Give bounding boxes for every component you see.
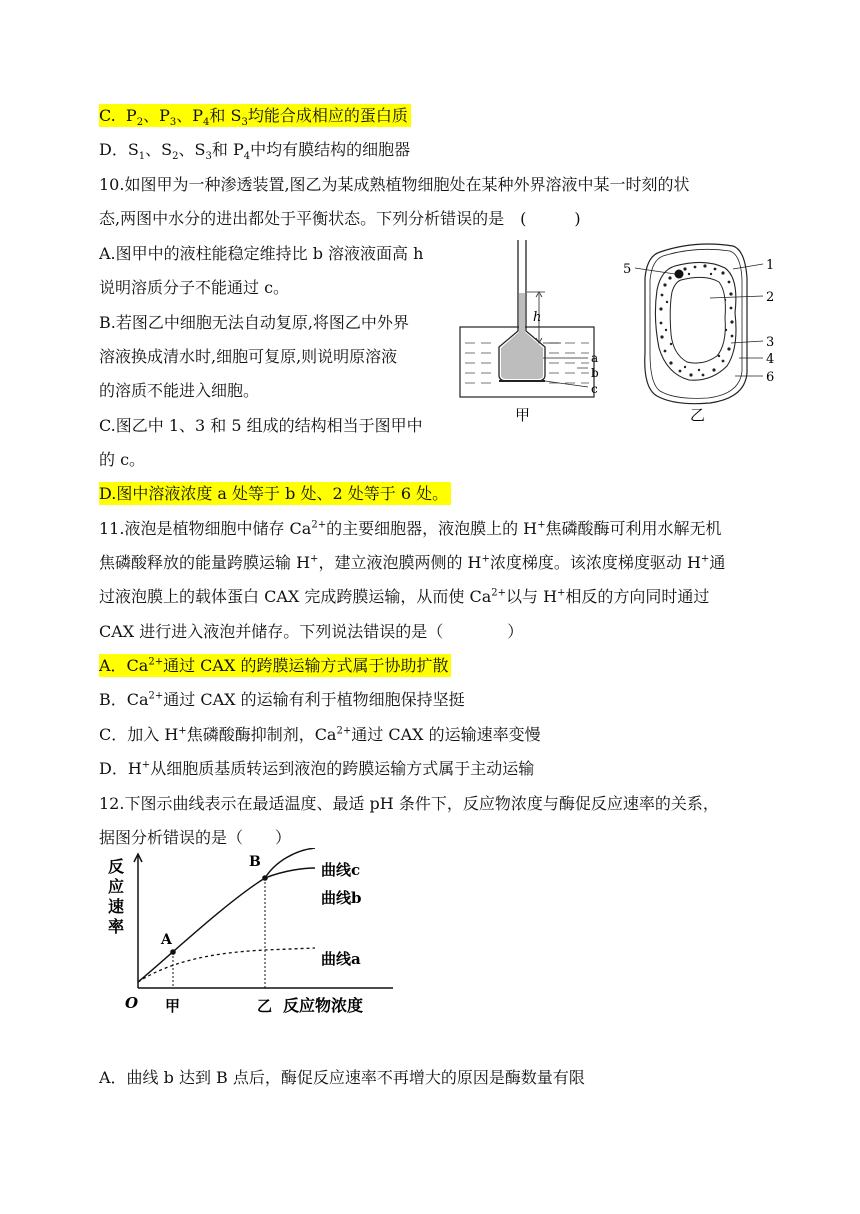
highlight: A．$Ca^{2+}$通过 CAX 的跨膜运输方式属于协助扩散 [99, 654, 451, 677]
q11-stem-1: 11.液泡是植物细胞中储存 $Ca^{2+}$的主要细胞器，液泡膜上的 H+焦磷酸酶可利用水解无机 [99, 519, 722, 538]
b-label: b [591, 366, 599, 380]
highlight: D.图中溶液浓度 a 处等于 b 处、2 处等于 6 处。 [99, 482, 451, 505]
label-3: 3 [766, 335, 775, 350]
caption-jia: 甲 [515, 406, 531, 424]
series-label-a: 曲线a [321, 950, 361, 968]
figure-yi [615, 238, 800, 428]
q10-option-b-2: 溶液换成清水时,细胞可复原,则说明原溶液 [99, 347, 398, 366]
y-label-char-1: 反 [108, 857, 125, 876]
label-4: 4 [766, 352, 775, 367]
label-1: 1 [766, 258, 775, 273]
curve-b [138, 868, 315, 982]
curve-c [265, 848, 315, 878]
q11-option-b: B．$Ca^{2+}$通过 CAX 的运输有利于植物细胞保持坚挺 [99, 690, 465, 709]
curve-a [138, 948, 315, 982]
label-5: 5 [623, 262, 632, 277]
y-label-char-3: 速 [108, 897, 125, 916]
x-axis-label: 反应物浓度 [283, 996, 364, 1015]
point-b [262, 875, 268, 881]
option-c-line [99, 106, 411, 129]
q10-stem-1: 10.如图甲为一种渗透装置,图乙为某成熟植物细胞处在某种外界溶液中某一时刻的状 [99, 175, 690, 194]
label-2: 2 [766, 290, 775, 305]
series-label-b: 曲线b [321, 889, 362, 907]
c-label: c [591, 382, 598, 396]
origin-label: O [125, 994, 139, 1012]
q10-option-c-2: 的 c。 [99, 450, 146, 469]
x-tick-jia: 甲 [165, 997, 181, 1015]
q10-option-a-2: 说明溶质分子不能通过 c。 [99, 278, 290, 297]
y-label-char-4: 率 [108, 917, 125, 936]
q11-option-d: D．H+从细胞质基质转运到液泡的跨膜运输方式属于主动运输 [99, 759, 535, 778]
q10-option-d [99, 484, 451, 504]
x-tick-yi: 乙 [257, 997, 273, 1015]
q10-option-b-3: 的溶质不能进入细胞。 [99, 381, 260, 400]
q11-stem-3: 过液泡膜上的载体蛋白 CAX 完成跨膜运输，从而使 $Ca^{2+}$以与 H+相反的方向同时通过 [99, 587, 710, 606]
q12-option-a: A．曲线 b 达到 B 点后，酶促反应速率不再增大的原因是酶数量有限 [99, 1068, 585, 1087]
q10-option-c-1: C.图乙中 1、3 和 5 组成的结构相当于图甲中 [99, 416, 423, 435]
nucleus [675, 270, 684, 279]
q10-option-b-1: B.若图乙中细胞无法自动复原,将图乙中外界 [99, 313, 409, 332]
vacuole [670, 277, 725, 363]
series-label-c: 曲线c [321, 861, 361, 879]
option-d-line: D．$S_1$、$S_2$、$S_3$和 $P_4$中均有膜结构的细胞器 [99, 140, 411, 163]
point-b-label: B [249, 854, 261, 870]
q11-stem-4: CAX 进行进入液泡并储存。下列说法错误的是（ ） [99, 622, 524, 641]
point-a [170, 949, 176, 955]
figure-jia [455, 235, 605, 425]
caption-yi: 乙 [690, 406, 706, 424]
q11-stem-2: 焦磷酸释放的能量跨膜运输 H+，建立液泡膜两侧的 H+浓度梯度。该浓度梯度驱动 H+通 [99, 553, 726, 572]
q12-stem-2: 据图分析错误的是（ ） [99, 828, 292, 847]
highlight: C. $P_2$、$P_3$、$P_4$和 $S_3$均能合成相应的蛋白质 [99, 104, 411, 127]
q10-stem-2: 态,两图中水分的进出都处于平衡状态。下列分析错误的是 ( ) [99, 209, 581, 228]
chart-q12 [105, 848, 395, 1023]
y-label-char-2: 应 [108, 877, 125, 896]
a-label: a [591, 351, 599, 365]
y-axis-label [108, 857, 124, 936]
q12-stem-1: 12.下图示曲线表示在最适温度、最适 pH 条件下，反应物浓度与酶促反应速率的关系， [99, 794, 719, 813]
label-6: 6 [766, 370, 775, 385]
q11-option-c: C．加入 H+焦磷酸酶抑制剂，$Ca^{2+}$通过 CAX 的运输速率变慢 [99, 725, 541, 744]
q11-option-a [99, 656, 451, 676]
q10-option-a-1: A.图甲中的液柱能稳定维持比 b 溶液液面高 h [99, 244, 424, 263]
point-a-label: A [161, 932, 172, 948]
h-label: h [533, 310, 542, 325]
